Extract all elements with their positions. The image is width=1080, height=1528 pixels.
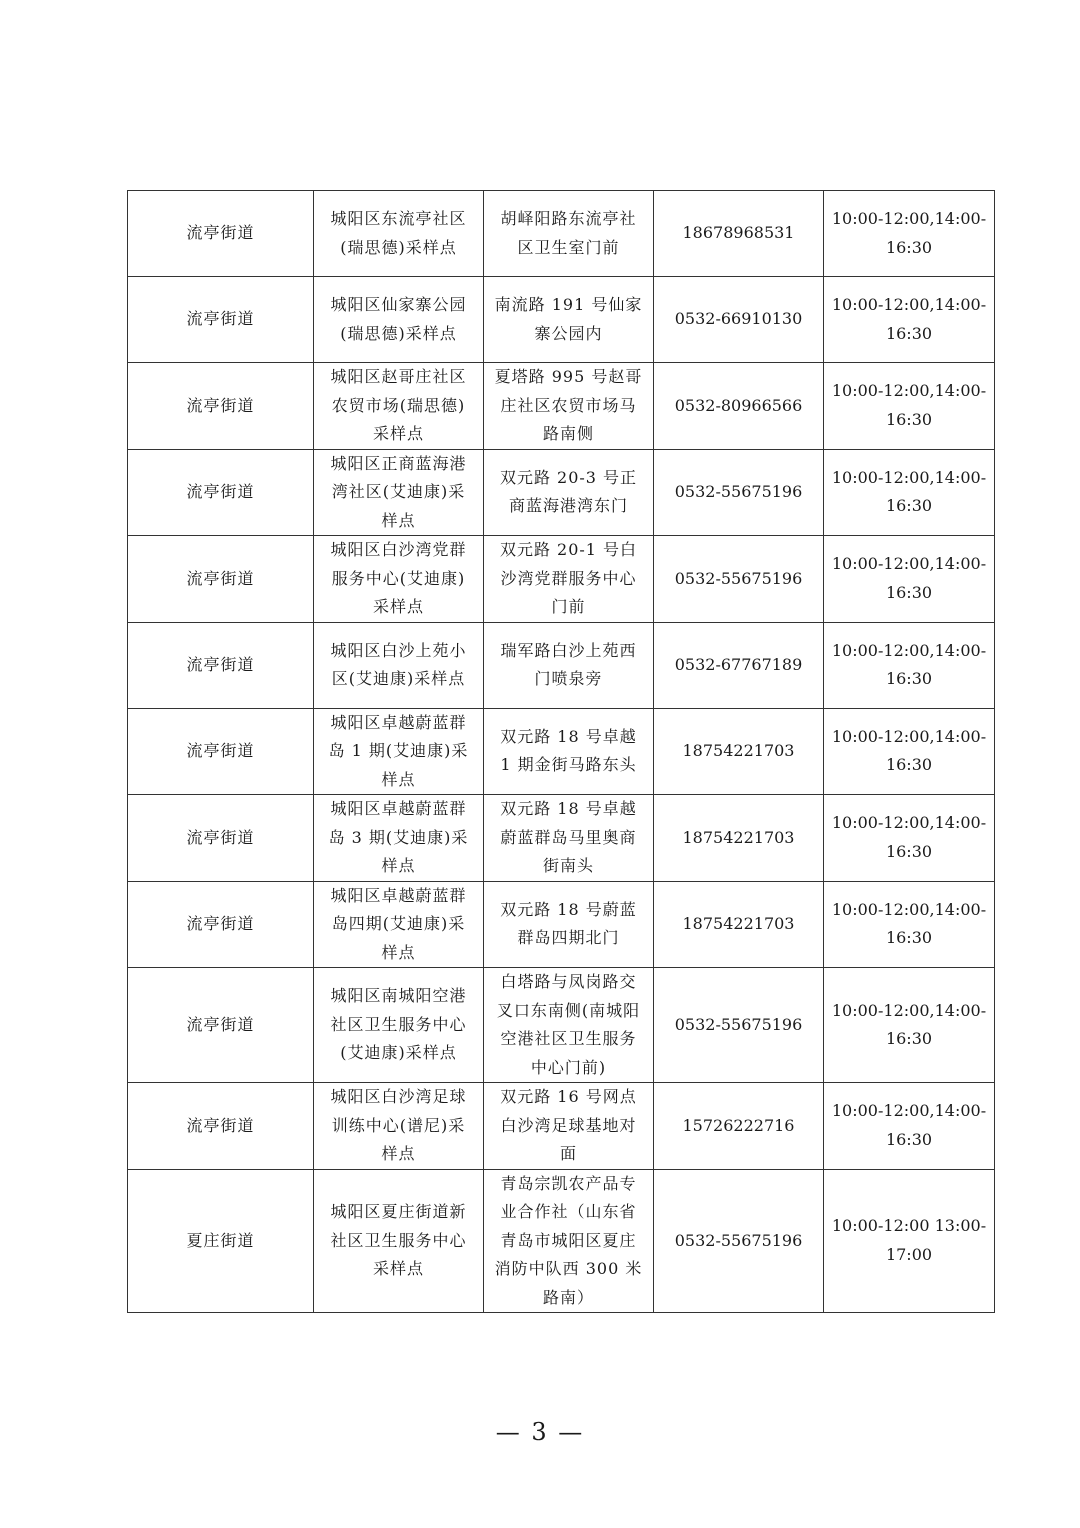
site-cell: 城阳区仙家寨公园(瑞思德)采样点 [314, 277, 484, 363]
phone-cell: 15726222716 [654, 1083, 824, 1170]
time-cell: 10:00-12:00,14:00-16:30 [824, 449, 995, 536]
table-row [128, 363, 995, 450]
time-cell: 10:00-12:00,14:00-16:30 [824, 536, 995, 623]
site-cell: 城阳区夏庄街道新社区卫生服务中心采样点 [314, 1169, 484, 1313]
table-row [128, 881, 995, 968]
site-cell: 城阳区东流亭社区(瑞思德)采样点 [314, 191, 484, 277]
page-number: — 3 — [495, 1418, 585, 1446]
table-body [128, 191, 995, 1313]
street-cell: 流亭街道 [128, 449, 314, 536]
phone-cell: 18678968531 [654, 191, 824, 277]
site-cell: 城阳区白沙湾党群服务中心(艾迪康)采样点 [314, 536, 484, 623]
address-cell: 瑞军路白沙上苑西门喷泉旁 [484, 622, 654, 708]
site-cell: 城阳区白沙湾足球训练中心(谱尼)采样点 [314, 1083, 484, 1170]
site-cell: 城阳区赵哥庄社区农贸市场(瑞思德)采样点 [314, 363, 484, 450]
street-cell: 流亭街道 [128, 536, 314, 623]
time-cell: 10:00-12:00 13:00-17:00 [824, 1169, 995, 1313]
table-row [128, 968, 995, 1083]
site-cell: 城阳区卓越蔚蓝群岛 1 期(艾迪康)采样点 [314, 708, 484, 795]
table-row [128, 277, 995, 363]
address-cell: 双元路 18 号卓越 1 期金街马路东头 [484, 708, 654, 795]
phone-cell: 0532-67767189 [654, 622, 824, 708]
table-row [128, 795, 995, 882]
street-cell: 流亭街道 [128, 1083, 314, 1170]
time-cell: 10:00-12:00,14:00-16:30 [824, 708, 995, 795]
address-cell: 双元路 18 号蔚蓝群岛四期北门 [484, 881, 654, 968]
site-cell: 城阳区卓越蔚蓝群岛四期(艾迪康)采样点 [314, 881, 484, 968]
phone-cell: 18754221703 [654, 881, 824, 968]
street-cell: 流亭街道 [128, 191, 314, 277]
address-cell: 白塔路与凤岗路交叉口东南侧(南城阳空港社区卫生服务中心门前) [484, 968, 654, 1083]
time-cell: 10:00-12:00,14:00-16:30 [824, 795, 995, 882]
street-cell: 流亭街道 [128, 968, 314, 1083]
table-row [128, 536, 995, 623]
phone-cell: 0532-66910130 [654, 277, 824, 363]
street-cell: 流亭街道 [128, 363, 314, 450]
time-cell: 10:00-12:00,14:00-16:30 [824, 1083, 995, 1170]
phone-cell: 0532-55675196 [654, 536, 824, 623]
street-cell: 流亭街道 [128, 881, 314, 968]
table-row [128, 449, 995, 536]
table-row [128, 1083, 995, 1170]
phone-cell: 18754221703 [654, 708, 824, 795]
table-row [128, 708, 995, 795]
time-cell: 10:00-12:00,14:00-16:30 [824, 277, 995, 363]
phone-cell: 0532-80966566 [654, 363, 824, 450]
address-cell: 青岛宗凯农产品专业合作社（山东省青岛市城阳区夏庄消防中队西 300 米路南） [484, 1169, 654, 1313]
site-cell: 城阳区南城阳空港社区卫生服务中心(艾迪康)采样点 [314, 968, 484, 1083]
site-cell: 城阳区白沙上苑小区(艾迪康)采样点 [314, 622, 484, 708]
address-cell: 夏塔路 995 号赵哥庄社区农贸市场马路南侧 [484, 363, 654, 450]
phone-cell: 0532-55675196 [654, 1169, 824, 1313]
address-cell: 双元路 20-3 号正商蓝海港湾东门 [484, 449, 654, 536]
address-cell: 双元路 18 号卓越蔚蓝群岛马里奥商街南头 [484, 795, 654, 882]
address-cell: 双元路 20-1 号白沙湾党群服务中心门前 [484, 536, 654, 623]
site-cell: 城阳区正商蓝海港湾社区(艾迪康)采样点 [314, 449, 484, 536]
sampling-sites-table [127, 190, 995, 1313]
phone-cell: 18754221703 [654, 795, 824, 882]
table-row [128, 622, 995, 708]
street-cell: 流亭街道 [128, 622, 314, 708]
site-cell: 城阳区卓越蔚蓝群岛 3 期(艾迪康)采样点 [314, 795, 484, 882]
time-cell: 10:00-12:00,14:00-16:30 [824, 191, 995, 277]
street-cell: 流亭街道 [128, 708, 314, 795]
phone-cell: 0532-55675196 [654, 968, 824, 1083]
time-cell: 10:00-12:00,14:00-16:30 [824, 968, 995, 1083]
table-row [128, 191, 995, 277]
time-cell: 10:00-12:00,14:00-16:30 [824, 622, 995, 708]
address-cell: 南流路 191 号仙家寨公园内 [484, 277, 654, 363]
address-cell: 胡峄阳路东流亭社区卫生室门前 [484, 191, 654, 277]
street-cell: 流亭街道 [128, 795, 314, 882]
time-cell: 10:00-12:00,14:00-16:30 [824, 363, 995, 450]
table-row [128, 1169, 995, 1313]
address-cell: 双元路 16 号网点白沙湾足球基地对面 [484, 1083, 654, 1170]
phone-cell: 0532-55675196 [654, 449, 824, 536]
street-cell: 流亭街道 [128, 277, 314, 363]
time-cell: 10:00-12:00,14:00-16:30 [824, 881, 995, 968]
street-cell: 夏庄街道 [128, 1169, 314, 1313]
